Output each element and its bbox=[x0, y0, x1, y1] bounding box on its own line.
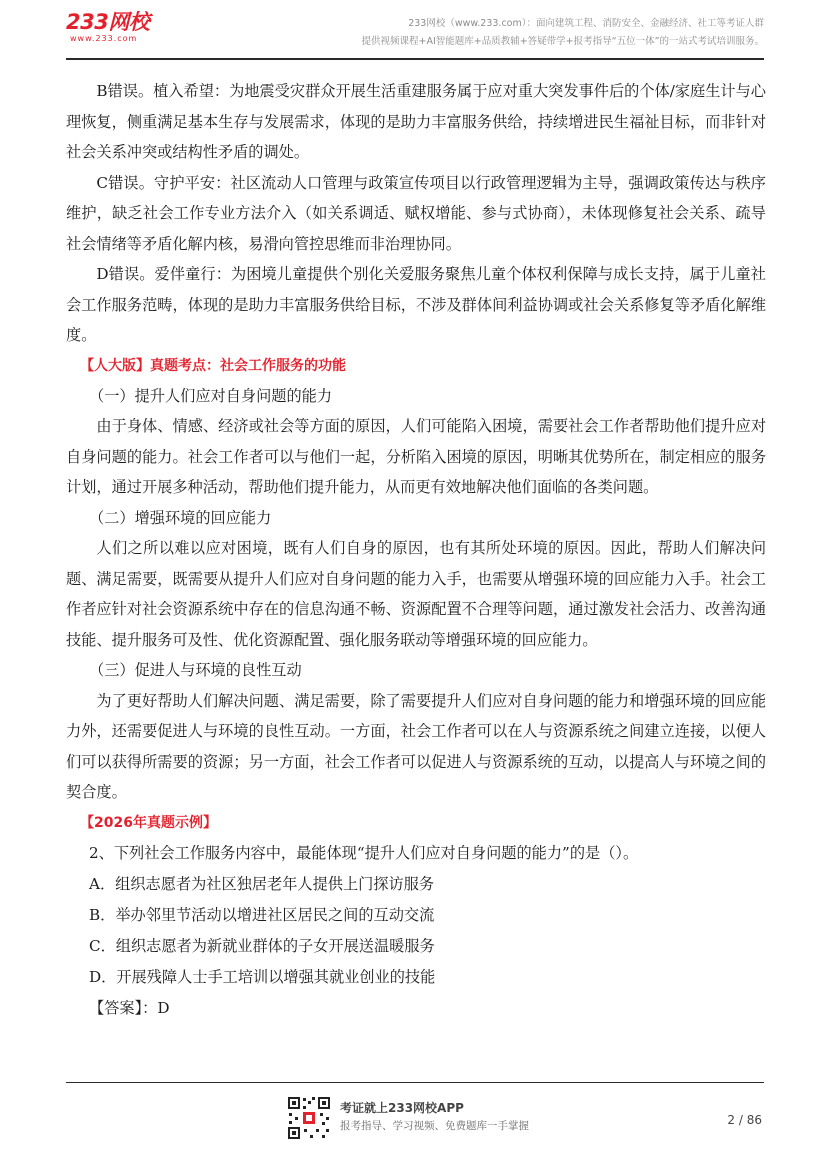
paragraph-d-wrong: D错误。爱伴童行：为困境儿童提供个别化关爱服务聚焦儿童个体权利保障与成长支持，属于儿童社会工作服务范畴，体现的是助力丰富服务供给目标，不涉及群体间利益协调或社会关系修复等矛盾化解维度。 bbox=[66, 265, 766, 344]
option-d: D．开展残障人士手工培训以增强其就业创业的技能 bbox=[89, 967, 436, 986]
logo-text: 233网校 bbox=[66, 10, 150, 34]
logo-url: www.233.com bbox=[70, 34, 138, 43]
answer-text: 【答案】：D bbox=[89, 998, 170, 1017]
page-header bbox=[0, 0, 830, 62]
paragraph-ability: 由于身体、情感、经济或社会等方面的原因，人们可能陷入困境，需要社会工作者帮助他们提升应对自身问题的能力。社会工作者可以与他们一起，分析陷入困境的原因，明晰其优势所在，制定相应的服务计划，通过开展多种活动，帮助他们提升能力，从而更有效地解决他们面临的各类问题。 bbox=[66, 417, 766, 496]
question-text: 2、下列社会工作服务内容中，最能体现“提升人们应对自身问题的能力”的是（）。 bbox=[89, 843, 639, 862]
option-a: A．组织志愿者为社区独居老年人提供上门探访服务 bbox=[89, 874, 435, 893]
paragraph-environment: 人们之所以难以应对困境，既有人们自身的原因，也有其所处环境的原因。因此，帮助人们解决问题、满足需要，既需要从提升人们应对自身问题的能力入手，也需要从增强环境的回应能力入手。社会工作者应针对社会资源系统中存在的信息沟通不畅、资源配置不合理等问题，通过激发社会活力、改善沟通技能、提升服务可及性、优化资源配置、强化服务联动等增强环境的回应能力。 bbox=[66, 539, 766, 649]
brand-logo[interactable] bbox=[66, 10, 166, 46]
subheading-1: （一）提升人们应对自身问题的能力 bbox=[89, 386, 332, 405]
subheading-3: （三）促进人与环境的良性互动 bbox=[89, 661, 302, 679]
slogan-line-2: 提供视频课程+AI智能题库+品质教辅+答疑带学+报考指导“五位一体”的一站式考试培训服务。 bbox=[361, 36, 764, 47]
footer-app-subtitle: 报考指导、学习视频、免费题库一手掌握 bbox=[340, 1120, 529, 1132]
option-b: B．举办邻里节活动以增进社区居民之间的互动交流 bbox=[89, 905, 435, 924]
footer-app-title: 考证就上233网校APP bbox=[340, 1101, 464, 1115]
qr-code-icon[interactable] bbox=[286, 1095, 332, 1141]
footer-divider bbox=[66, 1082, 764, 1083]
paragraph-c-wrong: C错误。守护平安：社区流动人口管理与政策宣传项目以行政管理逻辑为主导，强调政策传达与秩序维护，缺乏社会工作专业方法介入（如关系调适、赋权增能、参与式协商），未体现修复社会关系、疏导社会情绪等矛盾化解内核，易滑向管控思维而非治理协同。 bbox=[66, 173, 766, 253]
section-heading-example: 【2026年真题示例】 bbox=[80, 814, 217, 831]
document-body bbox=[66, 76, 766, 1024]
section-heading-exam-point: 【人大版】真题考点：社会工作服务的功能 bbox=[80, 357, 346, 374]
paragraph-b-wrong: B错误。植入希望：为地震受灾群众开展生活重建服务属于应对重大突发事件后的个体/家庭生计与心理恢复，侧重满足基本生存与发展需求，体现的是助力丰富服务供给，持续增进民生福祉目标，而非针对社会关系冲突或结构性矛盾的调处。 bbox=[66, 82, 766, 161]
header-slogan bbox=[362, 15, 765, 51]
option-c: C．组织志愿者为新就业群体的子女开展送温暖服务 bbox=[89, 936, 435, 955]
page-number: 2 / 86 bbox=[727, 1113, 762, 1127]
header-divider bbox=[66, 58, 764, 60]
subheading-2: （二）增强环境的回应能力 bbox=[89, 508, 272, 527]
footer-app-promo[interactable] bbox=[340, 1099, 529, 1135]
paragraph-interaction: 为了更好帮助人们解决问题、满足需要，除了需要提升人们应对自身问题的能力和增强环境的回应能力外，还需要促进人与环境的良性互动。一方面，社会工作者可以在人与资源系统之间建立连接，以便人们可以获得所需要的资源；另一方面，社会工作者可以促进人与资源系统的互动，以提高人与环境之间的契合度。 bbox=[66, 691, 766, 801]
slogan-line-1: 233网校（www.233.com）：面向建筑工程、消防安全、金融经济、社工等考证人群 bbox=[408, 18, 764, 29]
